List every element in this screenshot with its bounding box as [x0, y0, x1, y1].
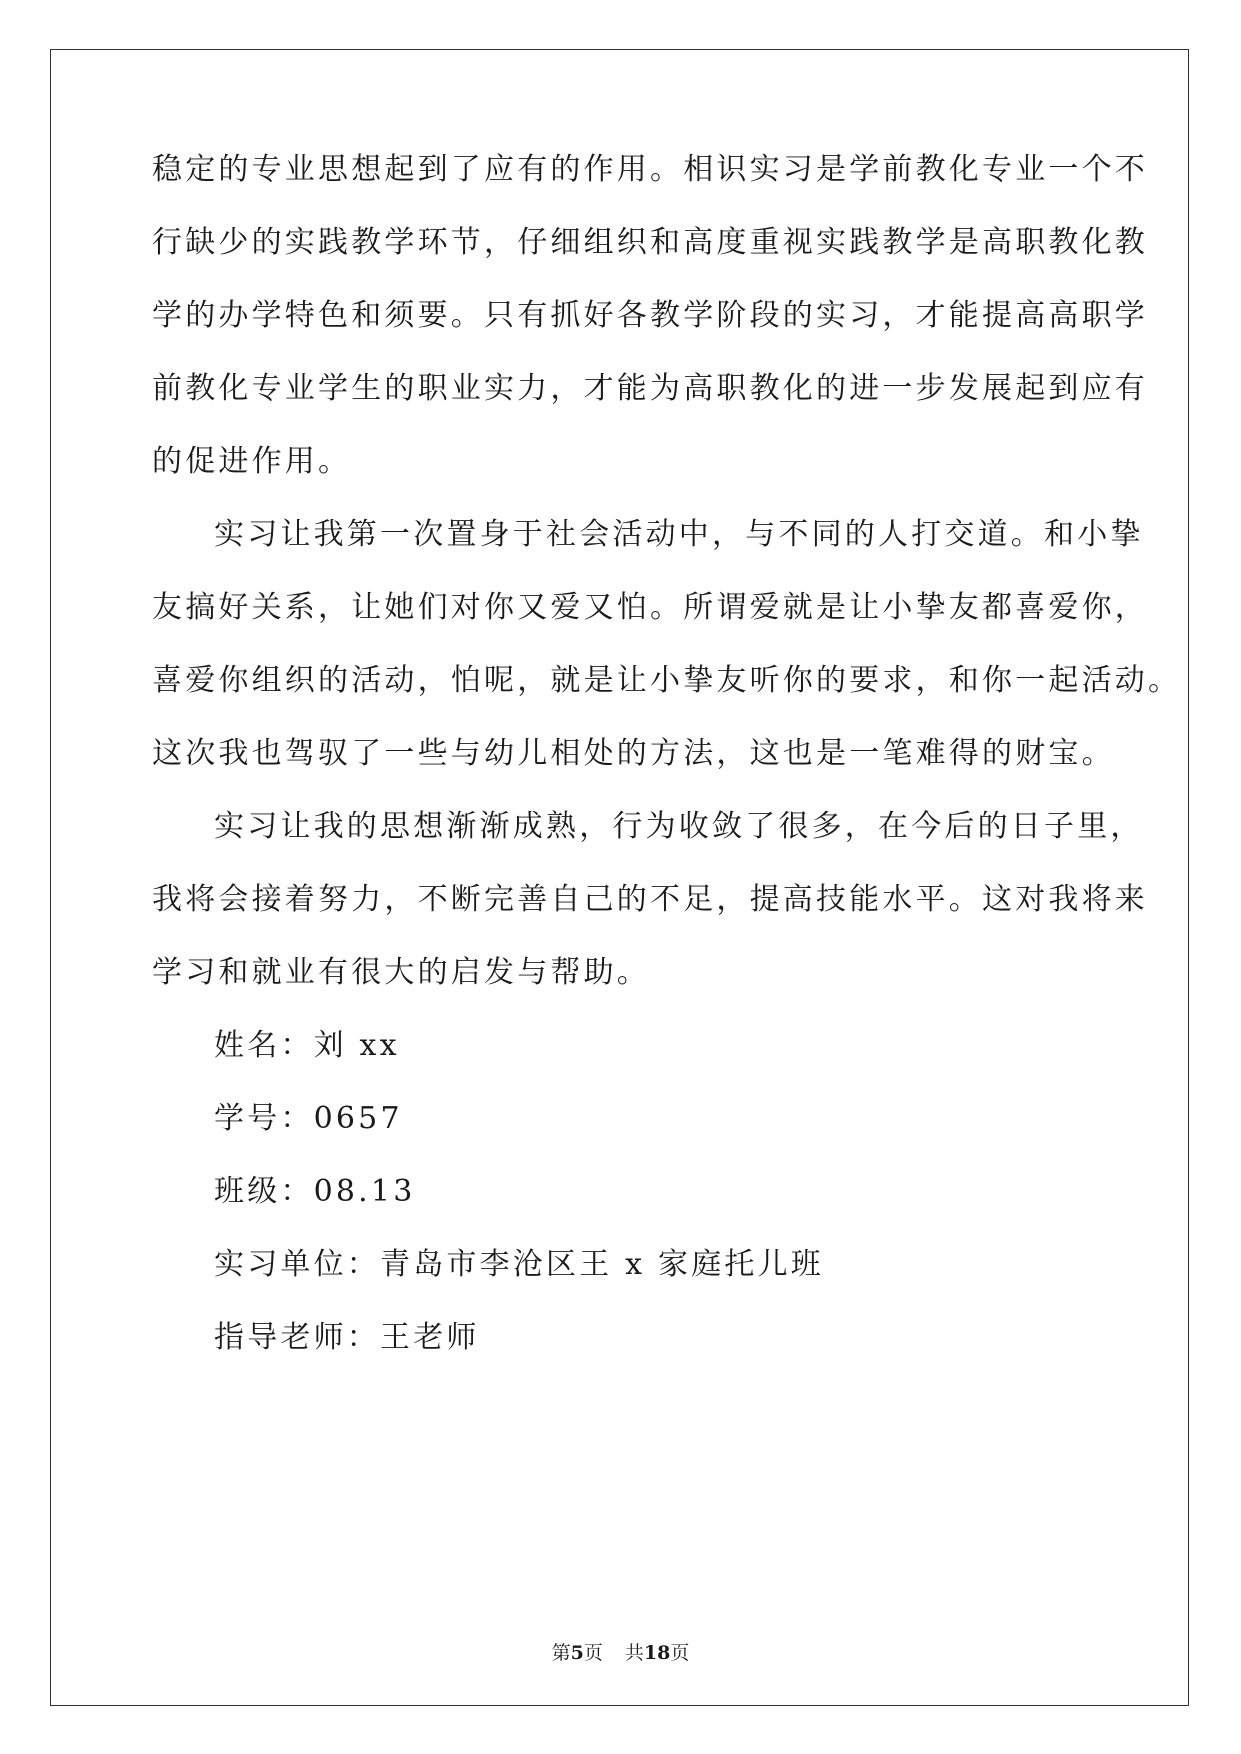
info-class: 班级：08.13: [214, 1174, 416, 1209]
page-suffix: 页: [583, 1642, 603, 1664]
info-student-id: 学号：0657: [214, 1101, 403, 1136]
page-footer: [0, 1641, 1241, 1665]
paragraph-line: 喜爱你组织的活动，怕呢，就是让小挚友听你的要求，和你一起活动。: [152, 663, 1182, 698]
paragraph-line: 前教化专业学生的职业实力，才能为高职教化的进一步发展起到应有: [152, 371, 1148, 406]
page-prefix: 第: [551, 1642, 571, 1664]
total-prefix: 共: [624, 1642, 644, 1664]
paragraph-line: 的促进作用。: [152, 444, 352, 479]
info-teacher: 指导老师：王老师: [214, 1320, 480, 1355]
paragraph-line: 学习和就业有很大的启发与帮助。: [152, 955, 650, 990]
page-number: 5: [570, 1642, 584, 1664]
paragraph-line: 我将会接着努力，不断完善自己的不足，提高技能水平。这对我将来: [152, 882, 1148, 917]
total-suffix: 页: [670, 1642, 690, 1664]
paragraph-line: 行缺少的实践教学环节，仔细组织和高度重视实践教学是高职教化教: [152, 225, 1148, 260]
info-unit: 实习单位：青岛市李沧区王 x 家庭托儿班: [214, 1247, 824, 1282]
total-pages: 18: [643, 1642, 671, 1664]
paragraph-line: 这次我也驾驭了一些与幼儿相处的方法，这也是一笔难得的财宝。: [152, 736, 1115, 771]
paragraph-line: 友搞好关系，让她们对你又爱又怕。所谓爱就是让小挚友都喜爱你，: [152, 590, 1148, 625]
paragraph-line: 实习让我的思想渐渐成熟，行为收敛了很多，在今后的日子里，: [214, 809, 1144, 844]
info-name: 姓名：刘 xx: [214, 1028, 400, 1063]
paragraph-line: 实习让我第一次置身于社会活动中，与不同的人打交道。和小挚: [214, 517, 1144, 552]
paragraph-line: 稳定的专业思想起到了应有的作用。相识实习是学前教化专业一个不: [152, 152, 1148, 187]
paragraph-line: 学的办学特色和须要。只有抓好各教学阶段的实习，才能提高高职学: [152, 298, 1148, 333]
